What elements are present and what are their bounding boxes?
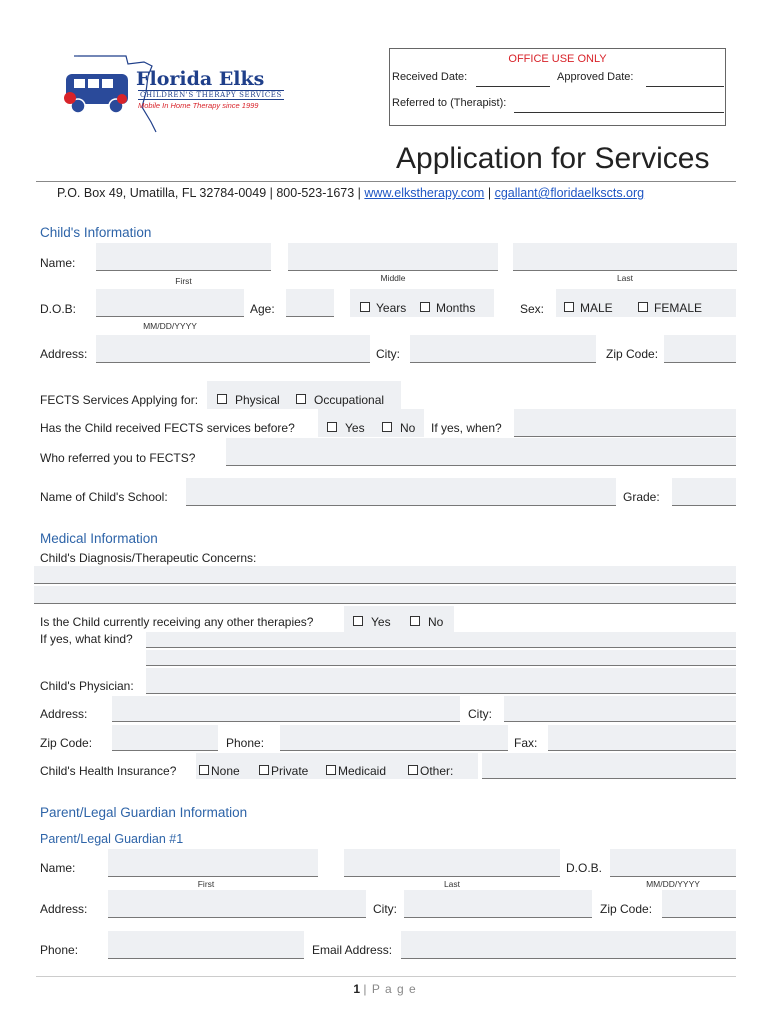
received-no-checkbox[interactable] (382, 422, 392, 432)
logo (56, 52, 286, 134)
footer-rule (36, 976, 736, 977)
age-label: Age: (250, 302, 275, 316)
physician-address-label: Address: (40, 707, 88, 721)
child-city-field[interactable] (410, 335, 596, 363)
page-word: | P a g e (363, 982, 417, 996)
office-use-box (389, 48, 726, 126)
therapies-no-checkbox[interactable] (410, 616, 420, 626)
services-label: FECTS Services Applying for: (40, 393, 199, 407)
last-hint: Last (616, 273, 634, 283)
insurance-medicaid-checkbox[interactable] (326, 765, 336, 775)
approved-date-field[interactable] (646, 73, 724, 87)
sex-label: Sex: (520, 302, 545, 316)
received-yes-label: Yes (345, 421, 365, 435)
insurance-other-label: Other: (420, 764, 454, 778)
child-info-heading: Child's Information (40, 225, 152, 240)
male-checkbox[interactable] (564, 302, 574, 312)
physician-phone-field[interactable] (280, 725, 508, 751)
diagnosis-field-1[interactable] (34, 566, 736, 584)
guardian-phone-label: Phone: (40, 943, 79, 957)
insurance-medicaid-label: Medicaid (338, 764, 387, 778)
physician-zip-field[interactable] (112, 725, 218, 751)
school-label: Name of Child's School: (40, 490, 168, 504)
insurance-private-checkbox[interactable] (259, 765, 269, 775)
occupational-label: Occupational (314, 393, 385, 407)
dob-hint: MM/DD/YYYY (143, 321, 197, 331)
physical-checkbox[interactable] (217, 394, 227, 404)
school-field[interactable] (186, 478, 616, 506)
contact-address: P.O. Box 49, Umatilla, FL 32784-0049 | 800-523-1673 | (57, 186, 361, 200)
child-address-field[interactable] (96, 335, 370, 363)
contact-line (57, 186, 644, 200)
child-name-label: Name: (40, 256, 76, 270)
months-checkbox[interactable] (420, 302, 430, 312)
child-dob-field[interactable] (96, 289, 244, 317)
guardian-email-field[interactable] (401, 931, 736, 959)
guardian-last-hint: Last (443, 879, 461, 889)
female-label: FEMALE (654, 301, 703, 315)
guardian-first-hint: First (197, 879, 215, 889)
title-rule (36, 181, 736, 182)
child-zip-label: Zip Code: (606, 347, 659, 361)
child-dob-label: D.O.B: (40, 302, 77, 316)
guardian-city-label: City: (373, 902, 397, 916)
office-use-heading: OFFICE USE ONLY (508, 53, 607, 65)
received-date-field[interactable] (476, 73, 550, 87)
referred-by-field[interactable] (226, 438, 736, 466)
therapies-no-label: No (428, 615, 444, 629)
other-therapies-label: Is the Child currently receiving any other therapies? (40, 615, 314, 629)
guardian-zip-field[interactable] (662, 890, 736, 918)
guardian-email-label: Email Address: (312, 943, 393, 957)
approved-date-label: Approved Date: (557, 71, 634, 83)
medical-info-heading: Medical Information (40, 531, 158, 546)
page-footer (0, 982, 770, 996)
child-first-name-field[interactable] (96, 243, 271, 271)
email-link[interactable]: cgallant@floridaelkscts.org (494, 186, 645, 200)
what-kind-field-1[interactable] (146, 632, 736, 648)
child-middle-name-field[interactable] (288, 243, 498, 271)
received-before-label: Has the Child received FECTS services before? (40, 421, 295, 435)
guardian-dob-field[interactable] (610, 849, 736, 877)
first-hint: First (175, 276, 192, 286)
guardian-dob-hint: MM/DD/YYYY (646, 879, 700, 889)
guardian-phone-field[interactable] (108, 931, 304, 959)
if-yes-when-field[interactable] (514, 409, 736, 437)
guardian-last-name-field[interactable] (344, 849, 560, 877)
contact-separator: | (487, 186, 492, 200)
logo-title: Florida Elks (136, 68, 265, 90)
guardian-zip-label: Zip Code: (600, 902, 653, 916)
insurance-none-label: None (211, 764, 240, 778)
middle-hint: Middle (380, 273, 406, 283)
child-zip-field[interactable] (664, 335, 736, 363)
guardian-subheading: Parent/Legal Guardian #1 (40, 832, 184, 846)
therapies-yes-checkbox[interactable] (353, 616, 363, 626)
referred-by-label: Who referred you to FECTS? (40, 451, 196, 465)
insurance-none-checkbox[interactable] (199, 765, 209, 775)
insurance-other-field[interactable] (482, 753, 736, 779)
physician-city-field[interactable] (504, 696, 736, 722)
grade-label: Grade: (623, 490, 660, 504)
page-title: Application for Services (396, 142, 710, 175)
guardian-address-label: Address: (40, 902, 88, 916)
child-city-label: City: (376, 347, 400, 361)
diagnosis-label: Child's Diagnosis/Therapeutic Concerns: (40, 551, 257, 565)
received-no-label: No (400, 421, 416, 435)
physician-fax-label: Fax: (514, 736, 538, 750)
therapies-yes-label: Yes (371, 615, 391, 629)
what-kind-field-2[interactable] (146, 650, 736, 666)
if-yes-when-label: If yes, when? (431, 421, 502, 435)
received-date-label: Received Date: (392, 71, 468, 83)
child-last-name-field[interactable] (513, 243, 737, 271)
referred-therapist-field[interactable] (514, 99, 724, 113)
insurance-label: Child's Health Insurance? (40, 764, 177, 778)
physician-phone-label: Phone: (226, 736, 265, 750)
guardian-dob-label: D.O.B. (566, 861, 603, 875)
diagnosis-field-2[interactable] (34, 586, 736, 604)
what-kind-label: If yes, what kind? (40, 632, 133, 646)
guardian-city-field[interactable] (404, 890, 592, 918)
physician-field[interactable] (146, 668, 736, 694)
page-number: 1 (353, 982, 361, 996)
age-field[interactable] (286, 289, 334, 317)
physician-city-label: City: (468, 707, 492, 721)
guardian-name-label: Name: (40, 861, 76, 875)
insurance-other-checkbox[interactable] (408, 765, 418, 775)
guardian-info-heading: Parent/Legal Guardian Information (40, 805, 248, 820)
guardian-first-name-field[interactable] (108, 849, 318, 877)
physician-label: Child's Physician: (40, 679, 134, 693)
physician-address-field[interactable] (112, 696, 460, 722)
website-link[interactable]: www.elkstherapy.com (364, 186, 485, 200)
years-label: Years (376, 301, 407, 315)
received-yes-checkbox[interactable] (327, 422, 337, 432)
logo-tagline: Mobile In Home Therapy since 1999 (138, 101, 259, 110)
insurance-private-label: Private (271, 764, 309, 778)
occupational-checkbox[interactable] (296, 394, 306, 404)
physician-fax-field[interactable] (548, 725, 736, 751)
guardian-address-field[interactable] (108, 890, 366, 918)
years-checkbox[interactable] (360, 302, 370, 312)
grade-field[interactable] (672, 478, 736, 506)
months-label: Months (436, 301, 476, 315)
referred-therapist-label: Referred to (Therapist): (392, 97, 507, 109)
logo-subtitle: CHILDREN'S THERAPY SERVICES (140, 91, 282, 99)
physical-label: Physical (235, 393, 280, 407)
child-address-label: Address: (40, 347, 88, 361)
physician-zip-label: Zip Code: (40, 736, 93, 750)
female-checkbox[interactable] (638, 302, 648, 312)
male-label: MALE (580, 301, 613, 315)
